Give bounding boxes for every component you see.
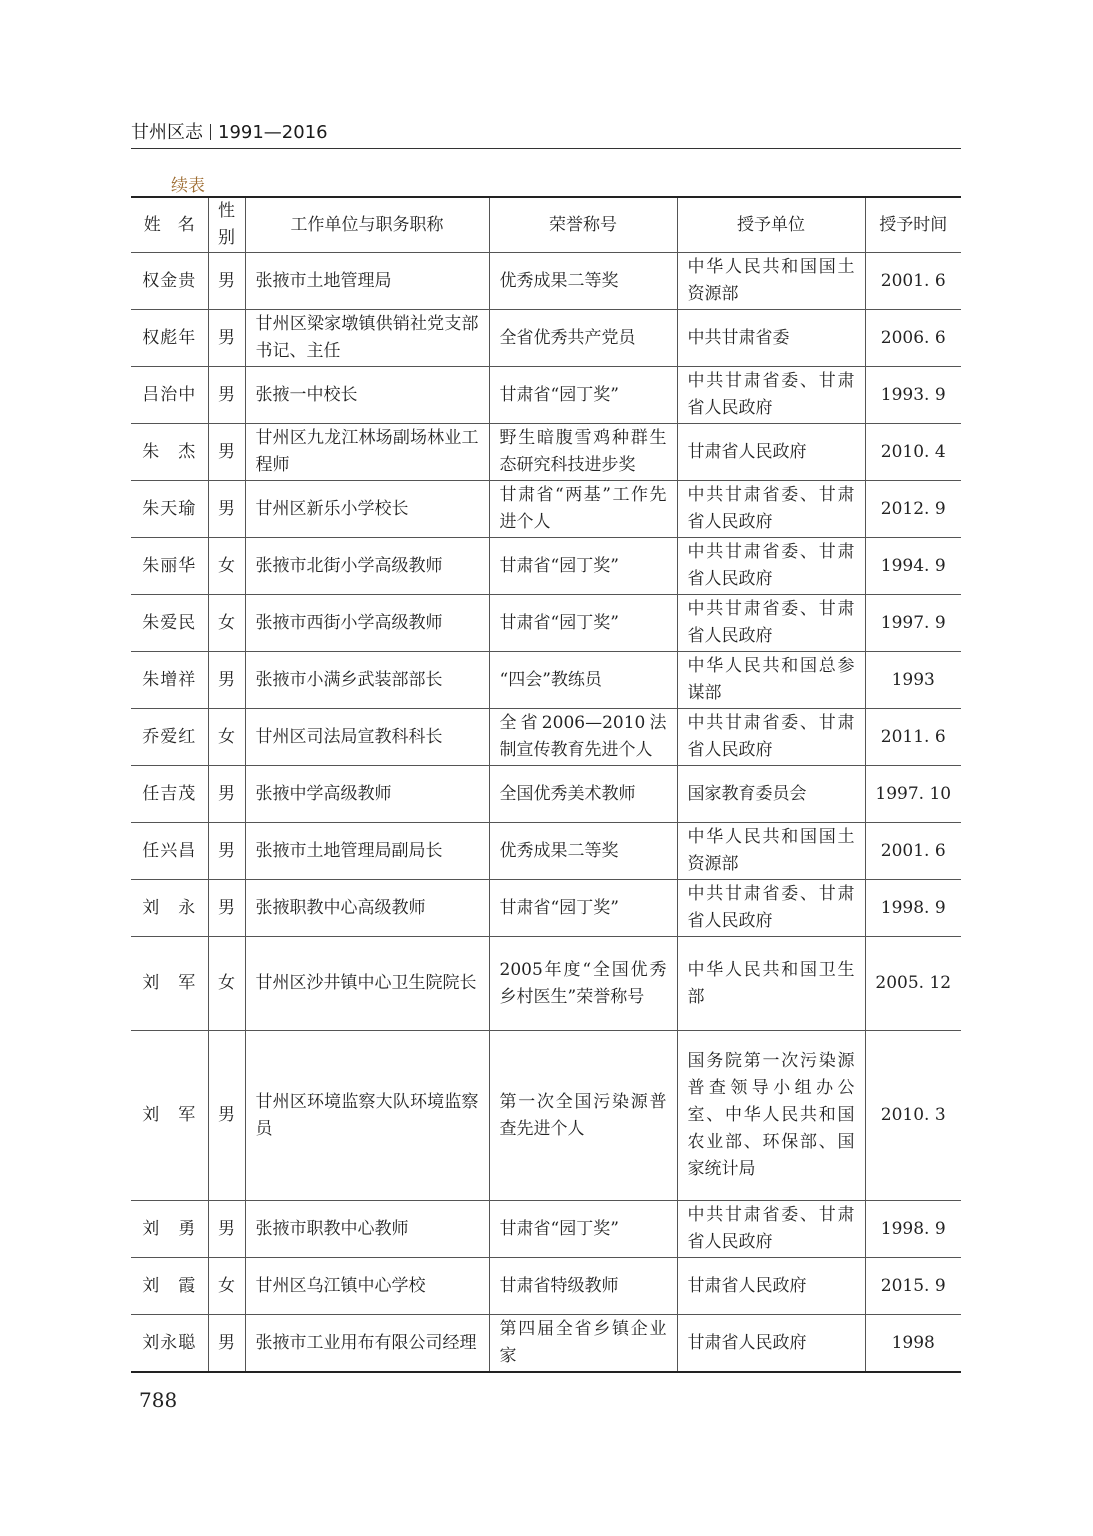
cell-name: 刘 军	[131, 937, 208, 1031]
cell-gender: 男	[208, 424, 245, 481]
cell-grantor: 中共甘肃省委、甘肃省人民政府	[677, 538, 865, 595]
cell-grantor: 中华人民共和国国土资源部	[677, 823, 865, 880]
table-row	[131, 1031, 961, 1201]
table-row	[131, 1315, 961, 1373]
book-years: 1991—2016	[218, 122, 328, 143]
cell-name: 任吉茂	[131, 766, 208, 823]
cell-honor: 全省2006—2010法制宣传教育先进个人	[489, 709, 677, 766]
cell-honor: 优秀成果二等奖	[489, 253, 677, 310]
cell-name: 刘 霞	[131, 1258, 208, 1315]
cell-date: 2001. 6	[865, 823, 961, 880]
header-name: 姓 名	[131, 197, 208, 253]
cell-name: 权金贵	[131, 253, 208, 310]
cell-honor: 第四届全省乡镇企业家	[489, 1315, 677, 1373]
cell-name: 朱爱民	[131, 595, 208, 652]
cell-honor: 甘肃省“园丁奖”	[489, 1201, 677, 1258]
cell-honor: 优秀成果二等奖	[489, 823, 677, 880]
cell-gender: 女	[208, 937, 245, 1031]
cell-honor: 甘肃省“园丁奖”	[489, 538, 677, 595]
cell-name: 乔爱红	[131, 709, 208, 766]
header-gender: 性别	[208, 197, 245, 253]
cell-work-unit: 张掖市北街小学高级教师	[245, 538, 489, 595]
cell-honor: 野生暗腹雪鸡种群生态研究科技进步奖	[489, 424, 677, 481]
cell-date: 1993	[865, 652, 961, 709]
table-row	[131, 937, 961, 1031]
cell-gender: 男	[208, 367, 245, 424]
cell-honor: 第一次全国污染源普查先进个人	[489, 1031, 677, 1201]
cell-grantor: 中华人民共和国国土资源部	[677, 253, 865, 310]
page-number: 788	[139, 1388, 178, 1412]
cell-grantor: 国家教育委员会	[677, 766, 865, 823]
cell-date: 2010. 3	[865, 1031, 961, 1201]
cell-name: 刘 军	[131, 1031, 208, 1201]
cell-name: 权彪年	[131, 310, 208, 367]
cell-name: 朱 杰	[131, 424, 208, 481]
cell-grantor: 中共甘肃省委、甘肃省人民政府	[677, 880, 865, 937]
cell-grantor: 甘肃省人民政府	[677, 1315, 865, 1373]
cell-gender: 男	[208, 880, 245, 937]
table-row	[131, 424, 961, 481]
cell-date: 1998. 9	[865, 1201, 961, 1258]
cell-gender: 男	[208, 310, 245, 367]
cell-work-unit: 张掖职教中心高级教师	[245, 880, 489, 937]
cell-gender: 女	[208, 595, 245, 652]
cell-name: 刘 永	[131, 880, 208, 937]
cell-work-unit: 甘州区梁家墩镇供销社党支部书记、主任	[245, 310, 489, 367]
cell-grantor: 中华人民共和国总参谋部	[677, 652, 865, 709]
table-row	[131, 367, 961, 424]
cell-date: 2012. 9	[865, 481, 961, 538]
table-row	[131, 823, 961, 880]
cell-date: 2005. 12	[865, 937, 961, 1031]
cell-name: 吕治中	[131, 367, 208, 424]
cell-honor: 甘肃省特级教师	[489, 1258, 677, 1315]
honors-table	[131, 196, 961, 1373]
cell-gender: 女	[208, 1258, 245, 1315]
cell-work-unit: 甘州区乌江镇中心学校	[245, 1258, 489, 1315]
cell-work-unit: 甘州区环境监察大队环境监察员	[245, 1031, 489, 1201]
cell-gender: 女	[208, 709, 245, 766]
table-row	[131, 595, 961, 652]
table-row	[131, 538, 961, 595]
cell-date: 2010. 4	[865, 424, 961, 481]
cell-grantor: 中共甘肃省委、甘肃省人民政府	[677, 367, 865, 424]
cell-name: 朱丽华	[131, 538, 208, 595]
cell-name: 任兴昌	[131, 823, 208, 880]
table-row	[131, 880, 961, 937]
cell-work-unit: 张掖市土地管理局	[245, 253, 489, 310]
cell-work-unit: 张掖市小满乡武装部部长	[245, 652, 489, 709]
table-row	[131, 481, 961, 538]
cell-date: 1997. 10	[865, 766, 961, 823]
table-row	[131, 709, 961, 766]
cell-gender: 男	[208, 823, 245, 880]
cell-work-unit: 张掖市工业用布有限公司经理	[245, 1315, 489, 1373]
cell-work-unit: 甘州区九龙江林场副场林业工程师	[245, 424, 489, 481]
cell-grantor: 中共甘肃省委、甘肃省人民政府	[677, 709, 865, 766]
cell-honor: 全国优秀美术教师	[489, 766, 677, 823]
cell-gender: 男	[208, 766, 245, 823]
header-honor: 荣誉称号	[489, 197, 677, 253]
cell-honor: 甘肃省“园丁奖”	[489, 595, 677, 652]
cell-work-unit: 甘州区新乐小学校长	[245, 481, 489, 538]
cell-date: 1998. 9	[865, 880, 961, 937]
cell-date: 1998	[865, 1315, 961, 1373]
cell-date: 2001. 6	[865, 253, 961, 310]
table-row	[131, 310, 961, 367]
running-head	[131, 118, 961, 149]
cell-grantor: 中华人民共和国卫生部	[677, 937, 865, 1031]
cell-date: 2006. 6	[865, 310, 961, 367]
cell-honor: 2005年度“全国优秀乡村医生”荣誉称号	[489, 937, 677, 1031]
cell-gender: 女	[208, 538, 245, 595]
cell-grantor: 国务院第一次污染源普查领导小组办公室、中华人民共和国农业部、环保部、国家统计局	[677, 1031, 865, 1201]
table-body	[131, 253, 961, 1373]
cell-gender: 男	[208, 481, 245, 538]
book-title: 甘州区志	[131, 122, 203, 143]
cell-name: 刘 勇	[131, 1201, 208, 1258]
header-grantor: 授予单位	[677, 197, 865, 253]
cell-date: 2015. 9	[865, 1258, 961, 1315]
cell-gender: 男	[208, 1315, 245, 1373]
cell-gender: 男	[208, 253, 245, 310]
cell-gender: 男	[208, 652, 245, 709]
table-row	[131, 1258, 961, 1315]
cell-work-unit: 甘州区沙井镇中心卫生院院长	[245, 937, 489, 1031]
table-header-row	[131, 197, 961, 253]
cell-date: 1997. 9	[865, 595, 961, 652]
table-row	[131, 652, 961, 709]
cell-name: 朱增祥	[131, 652, 208, 709]
cell-name: 刘永聪	[131, 1315, 208, 1373]
header-work-unit: 工作单位与职务职称	[245, 197, 489, 253]
cell-date: 1994. 9	[865, 538, 961, 595]
cell-work-unit: 张掖市西街小学高级教师	[245, 595, 489, 652]
table-row	[131, 253, 961, 310]
cell-grantor: 甘肃省人民政府	[677, 424, 865, 481]
cell-work-unit: 张掖市土地管理局副局长	[245, 823, 489, 880]
cell-grantor: 中共甘肃省委、甘肃省人民政府	[677, 481, 865, 538]
cell-gender: 男	[208, 1201, 245, 1258]
cell-grantor: 中共甘肃省委、甘肃省人民政府	[677, 1201, 865, 1258]
title-separator	[210, 124, 211, 140]
cell-work-unit: 张掖一中校长	[245, 367, 489, 424]
table-caption: 续表	[171, 176, 205, 196]
cell-date: 1993. 9	[865, 367, 961, 424]
table-row	[131, 1201, 961, 1258]
cell-work-unit: 甘州区司法局宣教科科长	[245, 709, 489, 766]
cell-honor: 全省优秀共产党员	[489, 310, 677, 367]
cell-gender: 男	[208, 1031, 245, 1201]
header-date: 授予时间	[865, 197, 961, 253]
cell-work-unit: 张掖中学高级教师	[245, 766, 489, 823]
cell-grantor: 甘肃省人民政府	[677, 1258, 865, 1315]
cell-work-unit: 张掖市职教中心教师	[245, 1201, 489, 1258]
cell-name: 朱天瑜	[131, 481, 208, 538]
cell-grantor: 中共甘肃省委	[677, 310, 865, 367]
table-row	[131, 766, 961, 823]
cell-honor: 甘肃省“两基”工作先进个人	[489, 481, 677, 538]
cell-date: 2011. 6	[865, 709, 961, 766]
cell-honor: “四会”教练员	[489, 652, 677, 709]
cell-honor: 甘肃省“园丁奖”	[489, 880, 677, 937]
cell-honor: 甘肃省“园丁奖”	[489, 367, 677, 424]
cell-grantor: 中共甘肃省委、甘肃省人民政府	[677, 595, 865, 652]
